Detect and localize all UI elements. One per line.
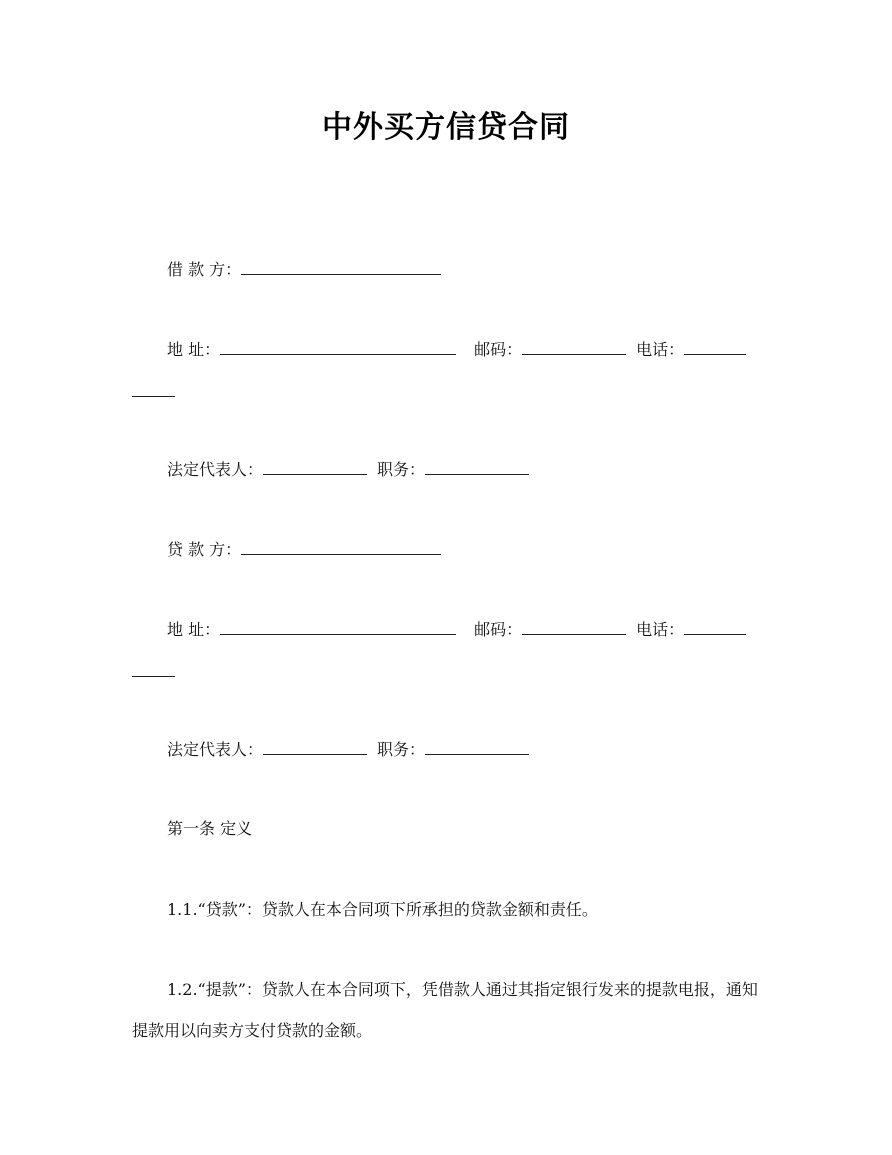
lender-postcode-blank[interactable] bbox=[522, 618, 626, 635]
borrower-rep-blank[interactable] bbox=[263, 458, 367, 475]
lender-party-blank[interactable] bbox=[241, 538, 441, 555]
lender-address-label: 地 址： bbox=[167, 620, 221, 639]
lender-position-blank[interactable] bbox=[425, 738, 529, 755]
borrower-party-line bbox=[167, 258, 441, 281]
clause-1-2: 1.2.“提款”：贷款人在本合同项下，凭借款人通过其指定银行发来的提款电报，通知提款用以向卖方支付贷款的金额。 bbox=[132, 980, 758, 1040]
lender-rep-blank[interactable] bbox=[263, 738, 367, 755]
borrower-rep-line bbox=[167, 458, 529, 481]
document-title: 中外买方信贷合同 bbox=[322, 110, 570, 145]
lender-phone-label: 电话： bbox=[636, 620, 685, 639]
lender-phone-continuation bbox=[132, 660, 175, 683]
borrower-postcode-label: 邮码： bbox=[474, 340, 523, 359]
lender-address-blank[interactable] bbox=[220, 618, 456, 635]
lender-rep-label: 法定代表人： bbox=[167, 740, 264, 759]
lender-position-label: 职务： bbox=[377, 740, 426, 759]
clause-1-1: 1.1.“贷款”：贷款人在本合同项下所承担的贷款金额和责任。 bbox=[167, 900, 598, 919]
borrower-rep-label: 法定代表人： bbox=[167, 460, 264, 479]
borrower-address-label: 地 址： bbox=[167, 340, 221, 359]
borrower-party-blank[interactable] bbox=[241, 258, 441, 275]
borrower-address-line bbox=[167, 338, 746, 361]
borrower-postcode-blank[interactable] bbox=[522, 338, 626, 355]
lender-address-line bbox=[167, 618, 746, 641]
borrower-phone-blank-cont[interactable] bbox=[132, 380, 175, 397]
lender-rep-line bbox=[167, 738, 529, 761]
borrower-phone-label: 电话： bbox=[636, 340, 685, 359]
lender-phone-blank-cont[interactable] bbox=[132, 660, 175, 677]
lender-party-line bbox=[167, 538, 441, 561]
lender-party-label: 贷 款 方： bbox=[167, 540, 242, 559]
lender-postcode-label: 邮码： bbox=[474, 620, 523, 639]
borrower-party-label: 借 款 方： bbox=[167, 260, 242, 279]
borrower-position-label: 职务： bbox=[377, 460, 426, 479]
borrower-phone-blank[interactable] bbox=[684, 338, 746, 355]
article-1-heading: 第一条 定义 bbox=[167, 819, 253, 838]
lender-phone-blank[interactable] bbox=[684, 618, 746, 635]
borrower-position-blank[interactable] bbox=[425, 458, 529, 475]
borrower-address-blank[interactable] bbox=[220, 338, 456, 355]
borrower-phone-continuation bbox=[132, 380, 175, 403]
